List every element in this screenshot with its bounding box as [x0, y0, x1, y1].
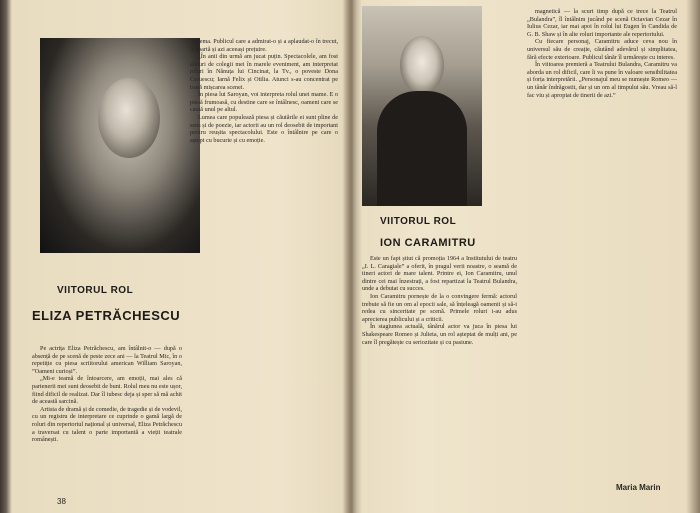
paragraph: Pe actrița Eliza Petrăchescu, am întâlnit-o — după o absență de pe scenă de peste zece ani — la Teatrul Mic, în o repetiție cu piesa scriitorului american William Saroyan, ”Oameni curioși”.	[32, 345, 182, 375]
paragraph: Artista de dramă și de comedie, de tragedie și de vodevil, cu un registru de interpretare ce cuprinde o gamă largă de roluri din repertoriul național și universal, Eliza Petrăchescu a traversat cu talent o parte importantă a vieții teatrale românești.	[32, 405, 182, 444]
article-column-1	[32, 345, 182, 495]
paragraph: În viitoarea premieră a Teatrului Bulandra, Caramitru va aborda un rol dificil, care îi va pune în valoare sensibilitatea și forța interpretării. „Personajul meu se numește Romeo — un tânăr îndrăgostit, dar și un om al timpului său. Vreau să-l fac viu și apropiat de tinerii de azi.”	[527, 61, 677, 99]
article-column-2	[527, 8, 677, 478]
paragraph: Cu fiecare personaj, Caramitru aduce ceva nou în universul său de creație, căutând adevărul și simplitatea, fără efecte exterioare. Publicul tânăr îl urmărește cu interes.	[527, 38, 677, 61]
article-column-2	[190, 38, 338, 500]
portrait-face	[400, 36, 444, 94]
paragraph: În piesa lui Saroyan, voi interpreta rolul unei mame. E o piesă frumoasă, cu destine care se întâlnesc, oameni care se caută unul pe altul.	[190, 91, 338, 114]
paragraph: magnetică — la scurt timp după ce trece la Teatrul „Bulandra”, îl întâlnim jucând pe scenă Octavian Cezar în Iulius Cezar, iar mai apoi în rolul lui Eugen în Candida de G. B. Shaw și în alte roluri importante ale repertoriului.	[527, 8, 677, 38]
left-page	[12, 0, 352, 513]
right-page	[352, 0, 692, 513]
paragraph: Este un fapt știut că promoția 1964 a Institutului de teatru „I. L. Caragiale” a oferit, în pragul verii noastre, o seamă de tineri actori de mare talent. Printre ei, Ion Caramitru, unul dintre cei mai înzestrați, a fost repartizat la Teatrul Bulandra, unde a debutat cu succes.	[362, 255, 517, 293]
subject-name: ION CARAMITRU	[380, 237, 476, 249]
paragraph: „Mi-e teamă de întoarcere, am emoții, mai ales că partenerii mei sunt deosebit de buni. Rolul meu nu este ușor, fiind dificil de realizat. Dar îl iubesc deja și sper să mă achit de această sarcină.	[32, 375, 182, 406]
paragraph: „În anii din urmă am jucat puțin. Spectacolele, am fost alături de colegii mei în marele eveniment, am interpretat roluri în Nănuța lui Cincinat, la Tv., o poveste Dona Ceruescu; Iarnă Felix și Otilia. Atunci s-au concentrat pe toată mișcarea scenei.	[190, 53, 338, 91]
page-number: 38	[57, 497, 66, 506]
subject-name: ELIZA PETRĂCHESCU	[32, 308, 181, 323]
article-column-1	[362, 255, 517, 500]
section-label: VIITORUL ROL	[380, 216, 457, 227]
section-label: VIITORUL ROL	[57, 285, 134, 296]
author-credit: Maria Marin	[616, 483, 661, 492]
ion-caramitru-photo	[362, 6, 482, 206]
paragraph: Ion Caramitru pornește de la o convingere fermă: actorul trebuie să fie un om al epocii sale, să înțeleagă oamenii și să-i redea cu sinceritate pe scenă. Primele roluri i-au adus aprecierea publicului și a criticii.	[362, 292, 517, 323]
paragraph: În stagiunea actuală, tânărul actor va juca în piesa lui Shakespeare Romeo și Julieta, un rol așteptat de mulți ani, pe care îl pregătește cu seriozitate și cu pasiune.	[362, 323, 517, 346]
paragraph: Lumea care populează piesa și căutările ei sunt pline de sens și de poezie, iar actorii au un rol deosebit de important pentru reușita spectacolului. Este o întâlnire pe care o aștept cu bucurie și cu emoție.	[190, 113, 338, 144]
paragraph: tema. Publicul care a admirat-o și a aplaudat-o în trecut, îi poartă și azi aceeași prețuire.	[190, 38, 338, 53]
eliza-petrachescu-photo	[40, 38, 200, 253]
portrait-body	[377, 91, 467, 206]
portrait-face	[98, 78, 160, 158]
